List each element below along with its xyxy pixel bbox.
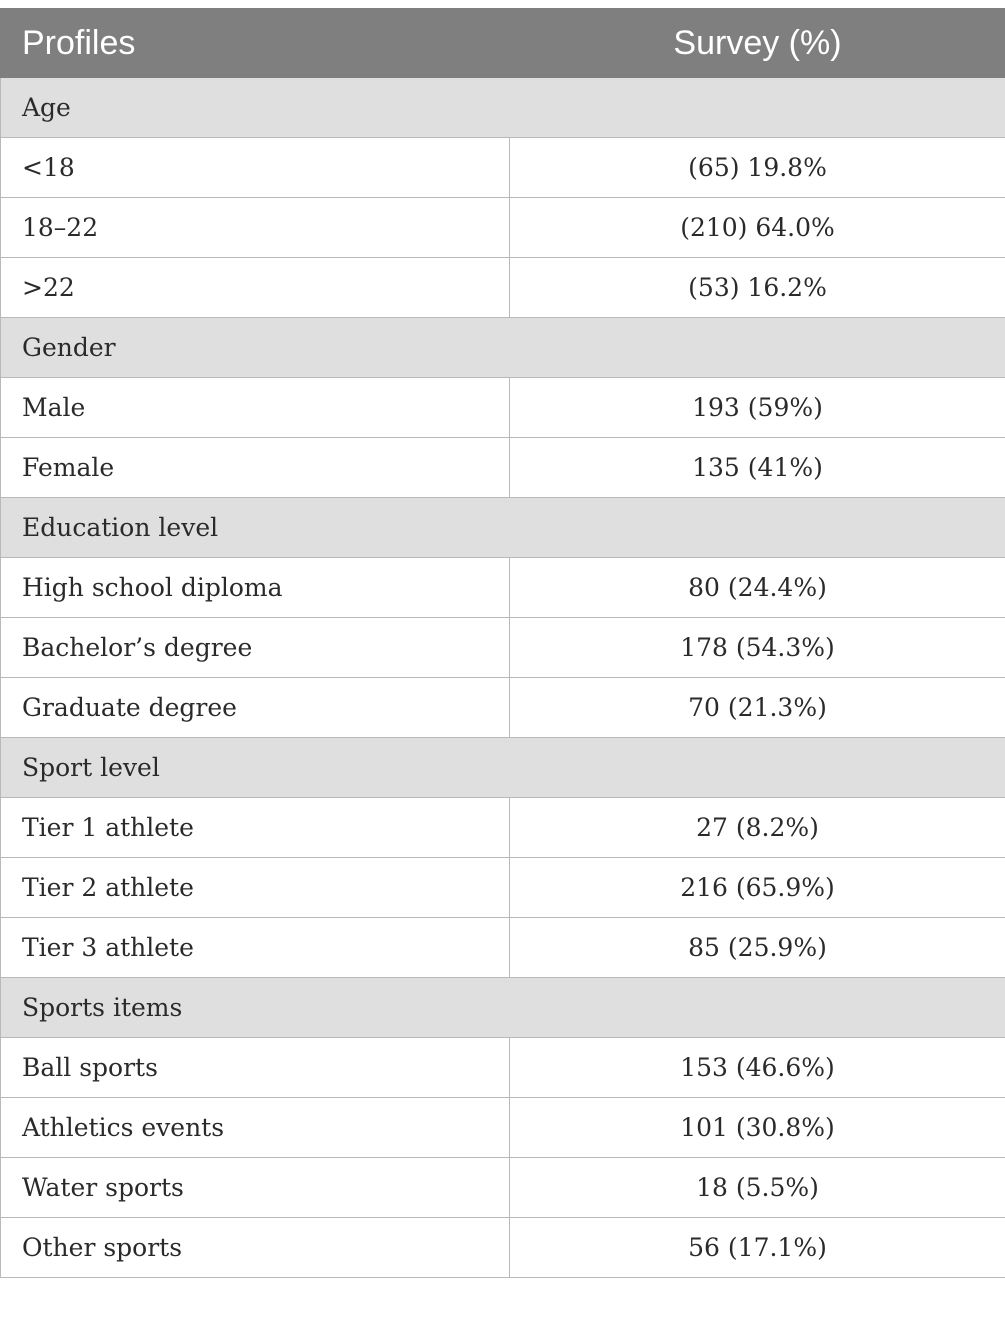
row-label: Bachelor’s degree [1, 618, 510, 678]
table-header [1, 9, 1005, 78]
table-row [1, 678, 1005, 738]
row-label: >22 [1, 258, 510, 318]
table-row [1, 1098, 1005, 1158]
table-row [1, 438, 1005, 498]
row-label: Tier 2 athlete [1, 858, 510, 918]
row-label: Water sports [1, 1158, 510, 1218]
table-row [1, 618, 1005, 678]
section-label: Education level [1, 498, 1005, 558]
row-label: Male [1, 378, 510, 438]
row-value: 135 (41%) [510, 438, 1005, 498]
table-row [1, 1158, 1005, 1218]
table-row [1, 918, 1005, 978]
header-row [1, 9, 1005, 78]
row-value: 70 (21.3%) [510, 678, 1005, 738]
row-value: 193 (59%) [510, 378, 1005, 438]
section-label: Sport level [1, 738, 1005, 798]
row-label: Other sports [1, 1218, 510, 1278]
row-value: 85 (25.9%) [510, 918, 1005, 978]
row-value: (53) 16.2% [510, 258, 1005, 318]
row-value: 216 (65.9%) [510, 858, 1005, 918]
row-value: 101 (30.8%) [510, 1098, 1005, 1158]
row-label: Graduate degree [1, 678, 510, 738]
row-label: Ball sports [1, 1038, 510, 1098]
row-label: Tier 3 athlete [1, 918, 510, 978]
row-label: 18–22 [1, 198, 510, 258]
table-body [1, 78, 1005, 1278]
section-row [1, 978, 1005, 1038]
section-row [1, 498, 1005, 558]
row-label: High school diploma [1, 558, 510, 618]
section-label: Age [1, 78, 1005, 138]
row-value: 18 (5.5%) [510, 1158, 1005, 1218]
section-label: Sports items [1, 978, 1005, 1038]
row-label: Female [1, 438, 510, 498]
table-row [1, 798, 1005, 858]
table-row [1, 258, 1005, 318]
row-value: (65) 19.8% [510, 138, 1005, 198]
row-value: 178 (54.3%) [510, 618, 1005, 678]
row-value: 153 (46.6%) [510, 1038, 1005, 1098]
row-value: 80 (24.4%) [510, 558, 1005, 618]
row-value: 56 (17.1%) [510, 1218, 1005, 1278]
section-row [1, 738, 1005, 798]
survey-profiles-table [0, 8, 1005, 1278]
row-label: Tier 1 athlete [1, 798, 510, 858]
header-profiles: Profiles [1, 9, 510, 78]
table-row [1, 558, 1005, 618]
table-row [1, 1038, 1005, 1098]
table-row [1, 858, 1005, 918]
section-row [1, 318, 1005, 378]
header-survey: Survey (%) [510, 9, 1005, 78]
row-value: (210) 64.0% [510, 198, 1005, 258]
table-row [1, 138, 1005, 198]
table-row [1, 378, 1005, 438]
table-row [1, 198, 1005, 258]
row-label: <18 [1, 138, 510, 198]
section-label: Gender [1, 318, 1005, 378]
section-row [1, 78, 1005, 138]
table-row [1, 1218, 1005, 1278]
row-value: 27 (8.2%) [510, 798, 1005, 858]
row-label: Athletics events [1, 1098, 510, 1158]
